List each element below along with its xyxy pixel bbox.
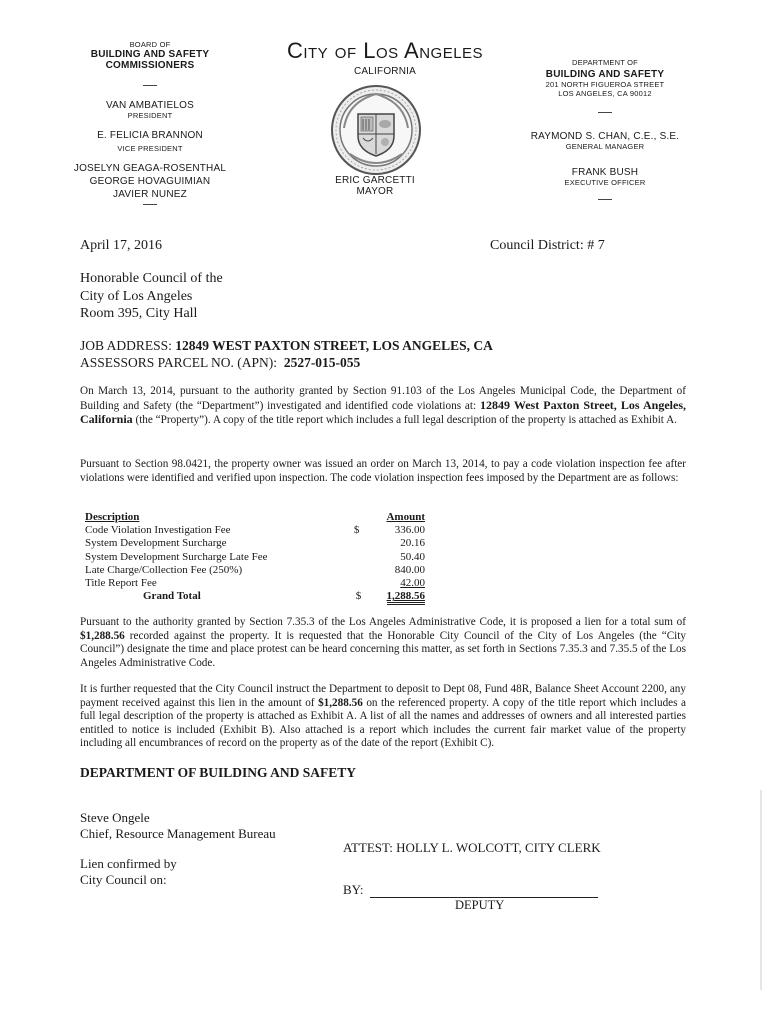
board-label-3: COMMISSIONERS	[105, 60, 195, 71]
fee-amount: 840.00	[394, 563, 425, 576]
currency-symbol: $	[355, 590, 362, 603]
fee-total-row	[85, 590, 425, 603]
divider	[143, 204, 157, 205]
signer-title: Chief, Resource Management Bureau	[80, 826, 276, 841]
fee-amount: 42.00	[400, 576, 425, 589]
fee-amount: 50.40	[400, 550, 425, 563]
scan-edge	[760, 790, 762, 990]
fee-amount: 20.16	[400, 537, 425, 550]
president-title: PRESIDENT	[127, 111, 173, 120]
city-seal-icon	[330, 84, 422, 176]
fee-row	[85, 551, 425, 564]
fee-description: Late Charge/Collection Fee (250%)	[85, 563, 243, 576]
member-name: GEORGE HOVAGUIMIAN	[89, 176, 211, 187]
member-name: JAVIER NUNEZ	[113, 189, 187, 200]
fee-description: System Development Surcharge Late Fee	[85, 550, 268, 563]
apn-value: 2527-015-055	[283, 355, 361, 370]
paragraph-investigation	[80, 385, 686, 428]
job-address-block	[80, 337, 493, 371]
recipient-line: City of Los Angeles	[80, 288, 193, 304]
fee-description: System Development Surcharge	[85, 537, 227, 550]
board-label-1: BOARD OF	[129, 40, 171, 49]
lien-amount: $1,288.56	[318, 696, 363, 709]
property-address: 12849 West Paxton Street, Los Angeles, California	[80, 397, 686, 427]
deputy-label: DEPUTY	[455, 898, 505, 912]
fee-row	[85, 537, 425, 550]
by-label: BY:	[343, 882, 364, 897]
board-label-2: BUILDING AND SAFETY	[90, 49, 210, 60]
signer-block	[80, 810, 276, 842]
lien-confirmed-line: Lien confirmed by	[80, 856, 177, 871]
lien-confirmed-line: City Council on:	[80, 872, 167, 887]
paragraph-deposit-request	[80, 683, 686, 751]
fee-table	[85, 511, 425, 603]
fee-row	[85, 577, 425, 590]
recipient-address	[80, 270, 223, 323]
attest-line: ATTEST: HOLLY L. WOLCOTT, CITY CLERK	[343, 840, 601, 855]
fee-row	[85, 564, 425, 577]
mayor-block	[300, 175, 450, 197]
council-district: Council District: # 7	[490, 238, 605, 253]
vice-president-title: VICE PRESIDENT	[117, 144, 183, 153]
mayor-name: ERIC GARCETTI	[335, 175, 415, 186]
text-span: (the “Property”). A copy of the title report which includes a full legal description of the property is attached as Exhibit A.	[132, 414, 677, 427]
divider	[598, 112, 612, 113]
department-block	[520, 58, 690, 204]
grand-total-amount: 1,288.56	[387, 590, 426, 605]
text-span: On March 13, 2014, pursuant to the authority granted by Section 91.103 of the Los Angeles Municipal Code, the Department of Building and Safety (the “Department”) investigated and identified code violations at:	[80, 385, 686, 412]
description-header: Description	[85, 511, 140, 523]
lien-amount: $1,288.56	[80, 629, 125, 642]
text-span: Pursuant to the authority granted by Section 7.35.3 of the Los Angeles Administrative Code, it is proposed a lien for a total sum of	[80, 616, 686, 628]
signer-name: Steve Ongele	[80, 810, 150, 825]
fee-description: Code Violation Investigation Fee	[85, 524, 231, 537]
general-manager-name: RAYMOND S. CHAN, C.E., S.E.	[530, 131, 680, 142]
dept-address-line-1: 201 NORTH FIGUEROA STREET	[545, 80, 665, 89]
apn-label: ASSESSORS PARCEL NO. (APN):	[80, 355, 278, 370]
dept-label-1: DEPARTMENT OF	[572, 58, 638, 67]
executive-officer-title: EXECUTIVE OFFICER	[564, 178, 646, 187]
lien-confirmed-block	[80, 856, 177, 888]
department-heading: DEPARTMENT OF BUILDING AND SAFETY	[80, 765, 357, 780]
grand-total-label: Grand Total	[143, 590, 201, 603]
job-address-value: 12849 WEST PAXTON STREET, LOS ANGELES, CA	[175, 338, 493, 353]
vice-president-name: E. FELICIA BRANNON	[97, 130, 203, 141]
president-name: VAN AMBATIELOS	[105, 100, 194, 111]
recipient-line: Room 395, City Hall	[80, 306, 198, 321]
dept-label-2: BUILDING AND SAFETY	[545, 69, 665, 80]
amount-header: Amount	[386, 511, 425, 523]
by-signature-line	[343, 882, 598, 898]
recipient-line: Honorable Council of the	[80, 271, 223, 286]
dept-address-line-2: LOS ANGELES, CA 90012	[558, 89, 652, 98]
currency-symbol: $	[353, 524, 360, 537]
paragraph-lien-proposal	[80, 616, 686, 670]
member-name: JOSELYN GEAGA-ROSENTHAL	[73, 163, 227, 174]
letter-date: April 17, 2016	[80, 238, 163, 253]
divider	[598, 199, 612, 200]
city-header	[250, 38, 520, 77]
executive-officer-name: FRANK BUSH	[571, 167, 639, 178]
text-span: recorded against the property. It is requested that the Honorable City Council of the City of Los Angeles (the “City Council”) designate the time and place protest can be heard concerning this matter, as set forth in Sections 7.35.3 and 7.35.5 of the Los Angeles Administrative Code.	[80, 629, 686, 669]
mayor-title: MAYOR	[356, 186, 394, 197]
signature-line	[370, 887, 598, 898]
divider	[143, 85, 157, 86]
job-address-label: JOB ADDRESS:	[80, 338, 172, 353]
text-span: It is further requested that the City Council instruct the Department to deposit to Dept 08, Fund 48R, Balance Sheet Account 2200, any payment received against this lien in the amount of	[80, 683, 686, 709]
state-label: CALIFORNIA	[353, 66, 416, 77]
general-manager-title: GENERAL MANAGER	[565, 142, 645, 151]
fee-table-header	[85, 511, 425, 524]
fee-row	[85, 524, 425, 537]
fee-description: Title Report Fee	[85, 576, 157, 589]
fee-amount: 336.00	[394, 524, 425, 537]
paragraph-fee-order: Pursuant to Section 98.0421, the property owner was issued an order on March 13, 2014, to pay a code violation inspection fee after violations were identified and verified upon inspection. The code violation inspection fees imposed by the Department are as follows:	[80, 458, 686, 484]
text-span: on the referenced property. A copy of the title report which includes a full legal description of the property is attached as Exhibit A. A list of all the names and addresses of owners and all interested parties entitled to notice is included (Exhibit B). Also attached is a report which includes the current fair market value of the property including all encumbrances of record on the property as of the date of the report (Exhibit C).	[80, 696, 687, 750]
board-commissioners-block	[60, 40, 240, 209]
city-title: City of Los Angeles	[286, 38, 484, 63]
